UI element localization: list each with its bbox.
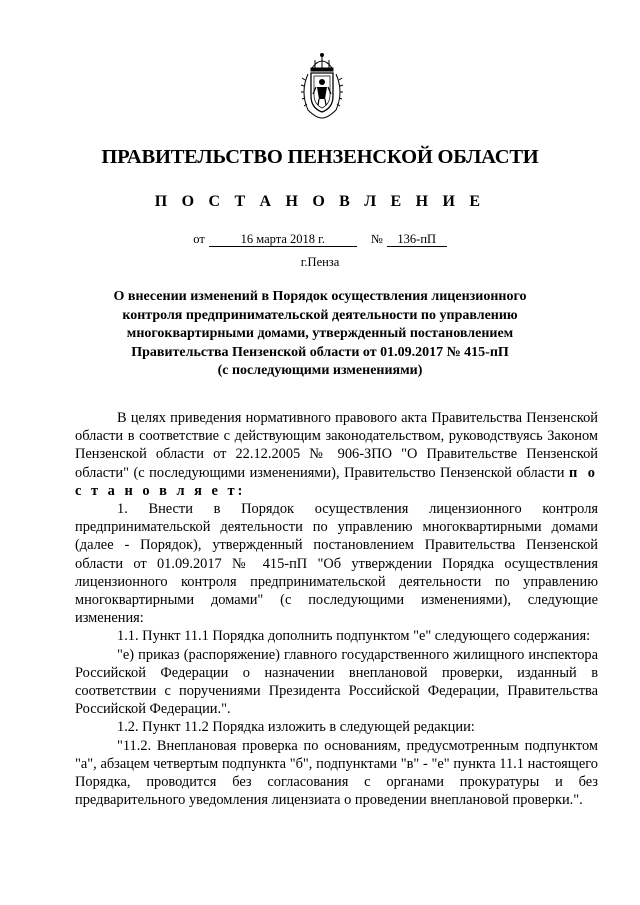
body-paragraph: 1.1. Пункт 11.1 Порядка дополнить подпунктом "е" следующего содержания: — [117, 628, 591, 645]
body-paragraph: "11.2. Внеплановая проверка по основаниям, предусмотренным подпунктом "а", абзацем четвертым подпункта "б", подпунктами "в" - "е" пункта 11.1 настоящего Порядка, проводится без согласования с органами прокуратуры и без предварительного уведомления лицензиата о проведении внеплановой проверки.". — [75, 737, 598, 809]
document-title — [95, 288, 545, 381]
coat-of-arms-emblem — [298, 52, 346, 120]
title-line: Правительства Пензенской области от 01.09.2017 № 415-пП — [131, 344, 509, 360]
government-name: ПРАВИТЕЛЬСТВО ПЕНЗЕНСКОЙ ОБЛАСТИ — [101, 146, 539, 168]
title-line: (с последующими изменениями) — [217, 363, 423, 378]
date-prefix: от — [193, 232, 205, 246]
resolves-verb: п о с т а н о в л я е т: — [75, 464, 598, 499]
preamble-text: В целях приведения нормативного правового акта Правительства Пензенской области в соответствие с действующим законодательством, руководствуясь Законом Пензенской области от 22.12.2005 № 906-ЗПО "О Правительстве Пензенской области" (с последующими изменениями), Правительство Пензенской области — [75, 410, 598, 481]
body-paragraph: 1. Внести в Порядок осуществления лицензионного контроля предпринимательской деятельности по управлению многоквартирными домами (далее - Порядок), утвержденный постановлением Правительства Пензенской области от 01.09.2017 № 415-пП "Об утверждении Порядка осуществления лицензионного контроля предпринимательской деятельности по управлению многоквартирными домами" (с последующими изменениями), следующие изменения: — [75, 501, 598, 627]
title-line: контроля предпринимательской деятельности по управлению — [122, 307, 518, 323]
body-paragraph: "е) приказ (распоряжение) главного государственного жилищного инспектора Российской Федерации о назначении внеплановой проверки, изданный в соответствии с поручениями Президента Российской Федерации, Правительства Российской Федерации.". — [75, 646, 598, 718]
body-paragraph — [75, 409, 598, 500]
number-prefix: № — [370, 232, 383, 246]
document-number: 136-пП — [387, 232, 447, 247]
date-number-line — [0, 232, 640, 247]
document-body — [75, 409, 598, 809]
document-type: П О С Т А Н О В Л Е Н И Е — [154, 193, 486, 210]
title-line: О внесении изменений в Порядок осуществления лицензионного — [113, 289, 527, 304]
city-name: г.Пенза — [300, 255, 340, 269]
body-paragraph: 1.2. Пункт 11.2 Порядка изложить в следующей редакции: — [117, 719, 475, 736]
title-line: многоквартирными домами, утвержденный постановлением — [126, 326, 514, 341]
document-date: 16 марта 2018 г. — [209, 232, 357, 247]
